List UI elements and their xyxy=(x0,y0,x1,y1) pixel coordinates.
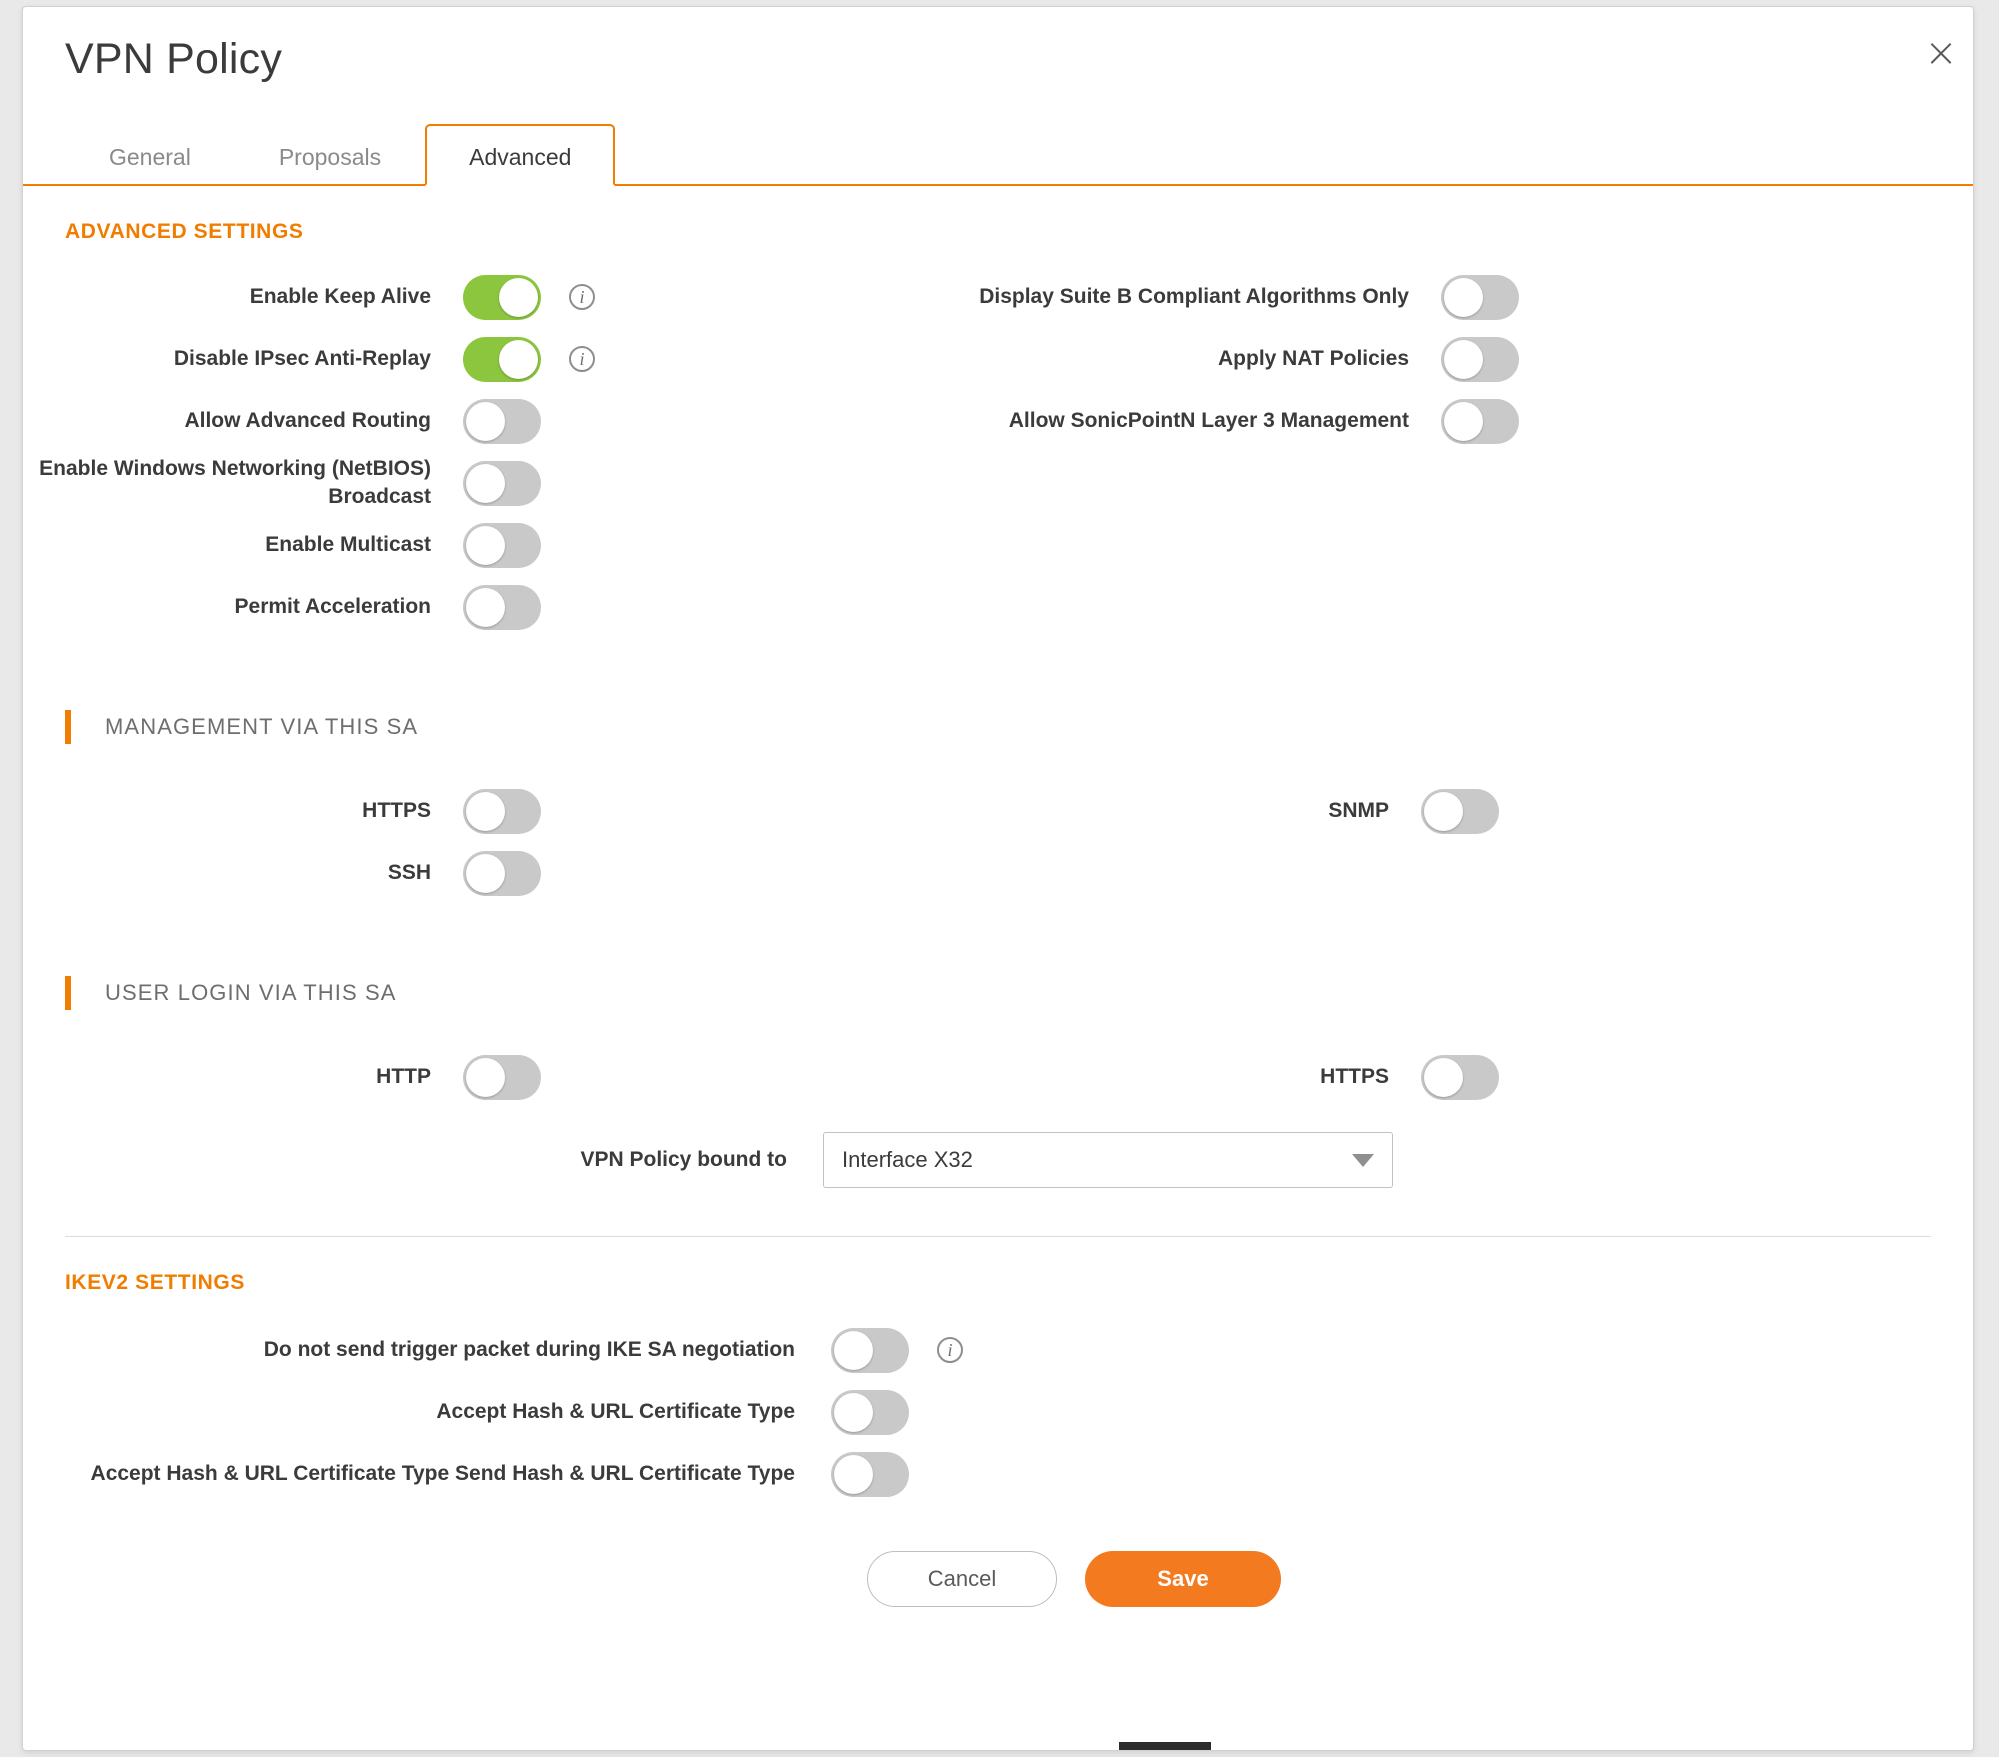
toggle-apply-nat-policies[interactable] xyxy=(1441,337,1519,382)
setting-label: SSH xyxy=(387,860,431,884)
toggle-mgmt-https[interactable] xyxy=(463,789,541,834)
cancel-button[interactable]: Cancel xyxy=(867,1551,1057,1607)
toggle-allow-advanced-routing[interactable] xyxy=(463,399,541,444)
toggle-knob xyxy=(834,1331,873,1370)
select-value: Interface X32 xyxy=(842,1147,973,1172)
toggle-knob xyxy=(466,526,505,565)
setting-label: Accept Hash & URL Certificate Type xyxy=(436,1399,795,1423)
setting-label: Permit Acceleration xyxy=(234,594,431,618)
advanced-settings-heading: ADVANCED SETTINGS xyxy=(65,220,304,243)
setting-label: HTTPS xyxy=(362,798,431,822)
setting-label: Enable Multicast xyxy=(265,532,431,556)
advanced-settings-right-column xyxy=(851,266,1973,638)
toggle-disable-ipsec-anti-replay[interactable] xyxy=(463,337,541,382)
toggle-no-trigger-packet[interactable] xyxy=(831,1328,909,1373)
vpn-policy-bound-to-select[interactable] xyxy=(823,1132,1393,1188)
setting-label: Allow Advanced Routing xyxy=(184,408,431,432)
user-login-sa-grid xyxy=(23,1046,1973,1108)
toggle-knob xyxy=(834,1455,873,1494)
setting-label: Enable Keep Alive xyxy=(249,284,431,308)
management-sa-right xyxy=(851,780,1973,904)
setting-mgmt-snmp xyxy=(851,780,1973,842)
setting-label: HTTP xyxy=(376,1064,431,1088)
user-login-sa-heading: USER LOGIN VIA THIS SA xyxy=(65,976,1973,1010)
ikev2-settings-list xyxy=(23,1319,1973,1505)
toggle-mgmt-snmp[interactable] xyxy=(1421,789,1499,834)
toggle-display-suite-b[interactable] xyxy=(1441,275,1519,320)
setting-label: Display Suite B Compliant Algorithms Only xyxy=(979,284,1409,308)
toggle-accept-hash-url-cert[interactable] xyxy=(831,1390,909,1435)
setting-apply-nat-policies xyxy=(851,328,1973,390)
toggle-knob xyxy=(834,1393,873,1432)
toggle-knob xyxy=(466,792,505,831)
setting-enable-multicast xyxy=(23,514,851,576)
toggle-knob xyxy=(1424,792,1463,831)
setting-enable-keep-alive xyxy=(23,266,851,328)
setting-mgmt-ssh xyxy=(23,842,851,904)
chevron-down-icon xyxy=(1352,1154,1374,1167)
setting-no-trigger-packet xyxy=(23,1319,1973,1381)
management-sa-left xyxy=(23,780,851,904)
setting-label: Allow SonicPointN Layer 3 Management xyxy=(1008,408,1409,432)
setting-label: SNMP xyxy=(1328,798,1389,822)
setting-login-http xyxy=(23,1046,851,1108)
toggle-knob xyxy=(466,1058,505,1097)
setting-label: HTTPS xyxy=(1320,1064,1389,1088)
toggle-knob xyxy=(1444,402,1483,441)
info-icon[interactable]: i xyxy=(569,284,595,310)
toggle-enable-keep-alive[interactable] xyxy=(463,275,541,320)
info-icon[interactable]: i xyxy=(937,1337,963,1363)
info-icon[interactable]: i xyxy=(569,346,595,372)
toggle-enable-multicast[interactable] xyxy=(463,523,541,568)
vpn-policy-bound-to-row xyxy=(23,1132,1973,1188)
toggle-knob xyxy=(466,588,505,627)
toggle-knob xyxy=(1444,340,1483,379)
setting-label: Disable IPsec Anti-Replay xyxy=(173,346,431,370)
toggle-knob xyxy=(466,464,505,503)
toggle-knob xyxy=(499,340,538,379)
setting-mgmt-https xyxy=(23,780,851,842)
toggle-login-https[interactable] xyxy=(1421,1055,1499,1100)
management-sa-heading: MANAGEMENT VIA THIS SA xyxy=(65,710,1973,744)
advanced-settings-left-column xyxy=(23,266,851,638)
setting-accept-hash-url-cert xyxy=(23,1381,1973,1443)
setting-disable-ipsec-anti-replay xyxy=(23,328,851,390)
toggle-knob xyxy=(466,854,505,893)
setting-allow-advanced-routing xyxy=(23,390,851,452)
user-login-sa-right xyxy=(851,1046,1973,1108)
dialog-footer xyxy=(23,1551,1973,1607)
toggle-knob xyxy=(1424,1058,1463,1097)
toggle-mgmt-ssh[interactable] xyxy=(463,851,541,896)
vpn-policy-bound-to-label: VPN Policy bound to xyxy=(580,1148,787,1171)
page-title: VPN Policy xyxy=(65,35,283,83)
management-sa-grid xyxy=(23,780,1973,904)
tab-general[interactable]: General xyxy=(109,144,191,170)
tab-bar xyxy=(23,114,1973,186)
close-icon[interactable]: × xyxy=(1924,30,1958,76)
scrollbar[interactable] xyxy=(1119,1742,1211,1750)
setting-label: Do not send trigger packet during IKE SA negotiation xyxy=(263,1337,795,1361)
toggle-knob xyxy=(466,402,505,441)
toggle-login-http[interactable] xyxy=(463,1055,541,1100)
tab-proposals[interactable]: Proposals xyxy=(278,144,382,170)
toggle-knob xyxy=(1444,278,1483,317)
toggle-knob xyxy=(499,278,538,317)
toggle-enable-netbios-broadcast[interactable] xyxy=(463,461,541,506)
setting-enable-netbios-broadcast xyxy=(23,452,851,514)
setting-label: Accept Hash & URL Certificate Type Send Hash & URL Certificate Type xyxy=(90,1461,795,1485)
save-button[interactable]: Save xyxy=(1085,1551,1281,1607)
toggle-send-hash-url-cert[interactable] xyxy=(831,1452,909,1497)
advanced-settings-grid xyxy=(23,266,1973,638)
toggle-permit-acceleration[interactable] xyxy=(463,585,541,630)
setting-label: Enable Windows Networking (NetBIOS) Broadcast xyxy=(39,456,431,508)
setting-login-https xyxy=(851,1046,1973,1108)
ikev2-settings-heading: IKEV2 SETTINGS xyxy=(65,1271,245,1294)
setting-allow-sonicpointn-l3 xyxy=(851,390,1973,452)
setting-permit-acceleration xyxy=(23,576,851,638)
setting-send-hash-url-cert xyxy=(23,1443,1973,1505)
tab-advanced[interactable]: Advanced xyxy=(425,124,615,186)
setting-label: Apply NAT Policies xyxy=(1218,346,1409,370)
setting-display-suite-b xyxy=(851,266,1973,328)
toggle-allow-sonicpointn-l3[interactable] xyxy=(1441,399,1519,444)
vpn-policy-dialog xyxy=(22,6,1974,1751)
user-login-sa-left xyxy=(23,1046,851,1108)
